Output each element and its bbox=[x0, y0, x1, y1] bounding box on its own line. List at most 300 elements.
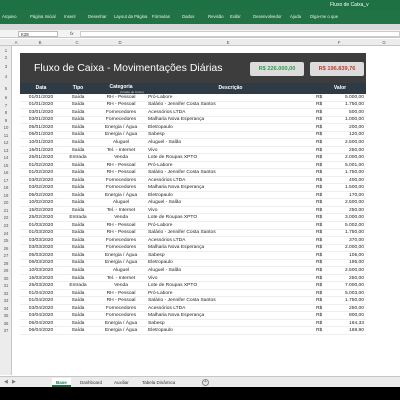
tipo-cell[interactable]: Saída bbox=[71, 177, 85, 183]
ribbon-tab[interactable]: Dados bbox=[182, 14, 195, 19]
table-row[interactable] bbox=[20, 124, 366, 132]
categoria-cell[interactable]: RH - Pessoal bbox=[106, 230, 136, 236]
categoria-cell[interactable]: Energia / Água bbox=[104, 328, 138, 334]
valor-cell[interactable]: 195,00 bbox=[349, 260, 364, 266]
tipo-cell[interactable]: Saída bbox=[71, 320, 85, 326]
date-cell[interactable]: 05/04/2020 bbox=[28, 320, 54, 326]
valor-cell[interactable]: 250,00 bbox=[349, 305, 364, 311]
table-row[interactable] bbox=[20, 237, 366, 245]
row-number[interactable]: 27 bbox=[3, 253, 9, 259]
row-number[interactable]: 7 bbox=[4, 102, 8, 108]
tipo-cell[interactable]: Saída bbox=[71, 290, 85, 296]
tipo-cell[interactable]: Saída bbox=[71, 305, 85, 311]
valor-cell[interactable]: 370,00 bbox=[349, 237, 364, 243]
categoria-cell[interactable]: Venda bbox=[114, 155, 128, 161]
table-row[interactable] bbox=[20, 154, 366, 162]
currency-cell[interactable]: R$ bbox=[316, 260, 323, 266]
table-row[interactable] bbox=[20, 184, 366, 192]
tipo-cell[interactable]: Saída bbox=[71, 192, 85, 198]
row-number[interactable]: 34 bbox=[3, 305, 9, 311]
date-cell[interactable]: 01/04/2020 bbox=[28, 298, 54, 304]
categoria-cell[interactable]: Energia / Água bbox=[104, 320, 138, 326]
descricao-cell[interactable]: Malharia Nova Esperança bbox=[148, 313, 205, 319]
descricao-cell[interactable]: Salário - Jennifer Costa Santos bbox=[148, 298, 216, 304]
descricao-cell[interactable]: Pró-Labore bbox=[148, 162, 173, 168]
table-row[interactable] bbox=[20, 214, 366, 222]
descricao-cell[interactable]: Acessórios LTDA bbox=[148, 305, 186, 311]
tipo-cell[interactable]: Saída bbox=[71, 102, 85, 108]
currency-cell[interactable]: R$ bbox=[316, 252, 323, 258]
descricao-cell[interactable]: Salário - Jennifer Costa Santos bbox=[148, 170, 216, 176]
date-cell[interactable]: 03/01/2020 bbox=[28, 109, 54, 115]
ribbon-tab[interactable]: Ajuda bbox=[290, 14, 301, 19]
table-row[interactable] bbox=[20, 139, 366, 147]
descricao-cell[interactable]: Eletropaulo bbox=[148, 124, 173, 130]
row-number[interactable]: 32 bbox=[3, 290, 9, 296]
table-row[interactable] bbox=[20, 207, 366, 215]
descricao-cell[interactable]: Vivo bbox=[148, 147, 158, 153]
currency-cell[interactable]: R$ bbox=[316, 245, 323, 251]
tipo-cell[interactable]: Saída bbox=[71, 207, 85, 213]
table-row[interactable] bbox=[20, 260, 366, 268]
tipo-cell[interactable]: Saída bbox=[71, 230, 85, 236]
column-header[interactable]: G bbox=[382, 40, 386, 45]
tipo-cell[interactable]: Saída bbox=[71, 222, 85, 228]
currency-cell[interactable]: R$ bbox=[316, 267, 323, 273]
categoria-cell[interactable]: RH - Pessoal bbox=[106, 102, 136, 108]
valor-cell[interactable]: 2.000,00 bbox=[344, 155, 364, 161]
date-cell[interactable]: 15/01/2020 bbox=[28, 147, 54, 153]
ribbon-tab[interactable]: Inserir bbox=[64, 14, 76, 19]
table-row[interactable] bbox=[20, 297, 366, 305]
descricao-cell[interactable]: Malharia Nova Esperança bbox=[148, 117, 205, 123]
tipo-cell[interactable]: Saída bbox=[71, 260, 85, 266]
row-number[interactable]: 14 bbox=[3, 155, 9, 161]
valor-cell[interactable]: 2.500,00 bbox=[344, 267, 364, 273]
descricao-cell[interactable]: Vivo bbox=[148, 207, 158, 213]
row-number[interactable]: 13 bbox=[3, 147, 9, 153]
valor-cell[interactable]: 1.750,00 bbox=[344, 230, 364, 236]
scroll-left-icon[interactable]: ◀ bbox=[4, 379, 8, 385]
categoria-cell[interactable]: Energia / Água bbox=[104, 124, 138, 130]
row-number[interactable]: 5 bbox=[4, 86, 8, 91]
categoria-cell[interactable]: Fornecedores bbox=[105, 117, 137, 123]
currency-cell[interactable]: R$ bbox=[316, 162, 323, 168]
descricao-cell[interactable]: Malharia Nova Esperança bbox=[148, 245, 205, 251]
row-number[interactable]: 28 bbox=[3, 260, 9, 266]
tipo-cell[interactable]: Saída bbox=[71, 275, 85, 281]
date-cell[interactable]: 01/04/2020 bbox=[28, 290, 54, 296]
currency-cell[interactable]: R$ bbox=[316, 102, 323, 108]
table-row[interactable] bbox=[20, 199, 366, 207]
name-box[interactable]: K28 bbox=[18, 31, 58, 37]
row-number[interactable]: 36 bbox=[3, 320, 9, 326]
row-number[interactable]: 21 bbox=[3, 207, 9, 213]
row-number[interactable]: 33 bbox=[3, 298, 9, 304]
table-row[interactable] bbox=[20, 320, 366, 328]
currency-cell[interactable]: R$ bbox=[316, 147, 323, 153]
row-number[interactable]: 37 bbox=[3, 328, 9, 334]
valor-cell[interactable]: 5.001,00 bbox=[344, 162, 364, 168]
valor-cell[interactable]: 120,00 bbox=[349, 132, 364, 138]
date-cell[interactable]: 03/03/2020 bbox=[28, 237, 54, 243]
categoria-cell[interactable]: Fornecedores bbox=[105, 109, 137, 115]
fx-icon[interactable]: fx bbox=[70, 31, 74, 36]
column-header[interactable]: C bbox=[75, 40, 79, 45]
currency-cell[interactable]: R$ bbox=[316, 185, 323, 191]
table-row[interactable] bbox=[20, 290, 366, 298]
categoria-cell[interactable]: RH - Pessoal bbox=[106, 162, 136, 168]
row-number[interactable]: 1 bbox=[4, 48, 8, 53]
currency-cell[interactable]: R$ bbox=[316, 230, 323, 236]
categoria-cell[interactable]: Tel. - Internet bbox=[106, 207, 136, 213]
date-cell[interactable]: 06/04/2020 bbox=[28, 328, 54, 334]
valor-cell[interactable]: 5.003,00 bbox=[344, 290, 364, 296]
valor-cell[interactable]: 500,00 bbox=[349, 109, 364, 115]
table-row[interactable] bbox=[20, 132, 366, 140]
ribbon-tab[interactable]: Diga-me o que bbox=[310, 14, 339, 19]
descricao-cell[interactable]: Aluguel - Salão bbox=[148, 139, 182, 145]
row-number[interactable]: 6 bbox=[4, 95, 8, 100]
row-number[interactable]: 4 bbox=[4, 74, 8, 79]
table-row[interactable] bbox=[20, 162, 366, 170]
row-number[interactable]: 16 bbox=[3, 170, 9, 176]
currency-cell[interactable]: R$ bbox=[316, 139, 323, 145]
descricao-cell[interactable]: Aluguel - Salão bbox=[148, 267, 182, 273]
tipo-cell[interactable]: Entrada bbox=[69, 283, 87, 289]
sheet-tab[interactable]: Tabela Dinâmica bbox=[142, 380, 176, 385]
categoria-cell[interactable]: RH - Pessoal bbox=[106, 298, 136, 304]
header-data[interactable]: Data bbox=[35, 85, 47, 91]
sheet-tab[interactable]: Auxiliar bbox=[114, 380, 129, 385]
categoria-cell[interactable]: Fornecedores bbox=[105, 245, 137, 251]
date-cell[interactable]: 05/01/2020 bbox=[28, 132, 54, 138]
row-number[interactable]: 18 bbox=[3, 185, 9, 191]
currency-cell[interactable]: R$ bbox=[316, 132, 323, 138]
table-row[interactable] bbox=[20, 267, 366, 275]
date-cell[interactable]: 03/01/2020 bbox=[28, 117, 54, 123]
row-number[interactable]: 10 bbox=[3, 125, 9, 131]
date-cell[interactable]: 15/03/2020 bbox=[28, 275, 54, 281]
valor-cell[interactable]: 1.500,00 bbox=[344, 185, 364, 191]
table-row[interactable] bbox=[20, 147, 366, 155]
row-number[interactable]: 11 bbox=[3, 132, 9, 138]
row-number[interactable]: 2 bbox=[4, 55, 8, 60]
date-cell[interactable]: 05/01/2020 bbox=[28, 124, 54, 130]
ribbon-tab[interactable]: Layout da Página bbox=[114, 14, 148, 19]
header-descricao[interactable]: Descrição bbox=[218, 85, 243, 91]
categoria-cell[interactable]: Tel. - Internet bbox=[106, 147, 136, 153]
row-number[interactable]: 29 bbox=[3, 268, 9, 274]
categoria-cell[interactable]: Energia / Água bbox=[104, 252, 138, 258]
tipo-cell[interactable]: Entrada bbox=[69, 155, 87, 161]
tipo-cell[interactable]: Saída bbox=[71, 245, 85, 251]
date-cell[interactable]: 01/01/2020 bbox=[28, 102, 54, 108]
date-cell[interactable]: 03/04/2020 bbox=[28, 305, 54, 311]
descricao-cell[interactable]: Salário - Jennifer Costa Santos bbox=[148, 230, 216, 236]
currency-cell[interactable]: R$ bbox=[316, 207, 323, 213]
categoria-cell[interactable]: Venda bbox=[114, 215, 128, 221]
tipo-cell[interactable]: Saída bbox=[71, 147, 85, 153]
header-categoria-sub: (Criado de Custo) bbox=[120, 90, 144, 94]
currency-cell[interactable]: R$ bbox=[316, 177, 323, 183]
tipo-cell[interactable]: Saída bbox=[71, 109, 85, 115]
tipo-cell[interactable]: Saída bbox=[71, 117, 85, 123]
currency-cell[interactable]: R$ bbox=[316, 305, 323, 311]
currency-cell[interactable]: R$ bbox=[316, 237, 323, 243]
column-header[interactable]: F bbox=[337, 40, 341, 45]
currency-cell[interactable]: R$ bbox=[316, 124, 323, 130]
currency-cell[interactable]: R$ bbox=[316, 298, 323, 304]
descricao-cell[interactable]: Lote de Roupas XPTO bbox=[148, 283, 198, 289]
entradas-label: Entradas bbox=[262, 58, 280, 63]
header-categoria[interactable]: Categoria bbox=[109, 83, 133, 90]
date-cell[interactable]: 25/01/2020 bbox=[28, 155, 54, 161]
currency-cell[interactable]: R$ bbox=[316, 155, 323, 161]
date-cell[interactable]: 01/02/2020 bbox=[28, 170, 54, 176]
row-number[interactable]: 15 bbox=[3, 162, 9, 168]
tipo-cell[interactable]: Saída bbox=[71, 94, 85, 100]
valor-cell[interactable]: 250,00 bbox=[349, 147, 364, 153]
header-valor[interactable]: Valor bbox=[333, 85, 347, 91]
tipo-cell[interactable]: Saída bbox=[71, 298, 85, 304]
categoria-cell[interactable]: Tel. - Internet bbox=[106, 275, 136, 281]
currency-cell[interactable]: R$ bbox=[316, 275, 323, 281]
valor-cell[interactable]: 168,90 bbox=[349, 328, 364, 334]
valor-cell[interactable]: 250,00 bbox=[349, 275, 364, 281]
tipo-cell[interactable]: Saída bbox=[71, 313, 85, 319]
column-header[interactable]: E bbox=[226, 40, 230, 45]
row-number[interactable]: 25 bbox=[3, 238, 9, 244]
tipo-cell[interactable]: Saída bbox=[71, 170, 85, 176]
table-row[interactable] bbox=[20, 230, 366, 238]
descricao-cell[interactable]: Acessórios LTDA bbox=[148, 237, 186, 243]
currency-cell[interactable]: R$ bbox=[316, 170, 323, 176]
descricao-cell[interactable]: Sabesp bbox=[148, 252, 165, 258]
table-row[interactable] bbox=[20, 312, 366, 320]
valor-cell[interactable]: 5.000,00 bbox=[344, 94, 364, 100]
tipo-cell[interactable]: Saída bbox=[71, 328, 85, 334]
tipo-cell[interactable]: Saída bbox=[71, 200, 85, 206]
date-cell[interactable]: 06/03/2020 bbox=[28, 260, 54, 266]
descricao-cell[interactable]: Pró-Labore bbox=[148, 222, 173, 228]
date-cell[interactable]: 05/03/2020 bbox=[28, 252, 54, 258]
table-row[interactable] bbox=[20, 177, 366, 185]
categoria-cell[interactable]: Energia / Água bbox=[104, 260, 138, 266]
table-row[interactable] bbox=[20, 102, 366, 110]
add-sheet-icon[interactable]: + bbox=[202, 379, 209, 386]
descricao-cell[interactable]: Lote de Roupas XPTO bbox=[148, 215, 198, 221]
valor-cell[interactable]: 164,33 bbox=[349, 320, 364, 326]
tipo-cell[interactable]: Saída bbox=[71, 124, 85, 130]
table-row[interactable] bbox=[20, 94, 366, 102]
valor-cell[interactable]: 400,00 bbox=[349, 177, 364, 183]
valor-cell[interactable]: 250,00 bbox=[349, 207, 364, 213]
dashboard-title: Fluxo de Caixa - Movimentações Diárias bbox=[34, 62, 223, 74]
valor-cell[interactable]: 1.750,00 bbox=[344, 102, 364, 108]
categoria-cell[interactable]: RH - Pessoal bbox=[106, 94, 136, 100]
valor-cell[interactable]: 1.000,00 bbox=[344, 117, 364, 123]
valor-cell[interactable]: 1.750,00 bbox=[344, 170, 364, 176]
categoria-cell[interactable]: Aluguel bbox=[112, 200, 130, 206]
table-row[interactable] bbox=[20, 282, 366, 290]
descricao-cell[interactable]: Eletropaulo bbox=[148, 260, 173, 266]
valor-cell[interactable]: 105,00 bbox=[349, 252, 364, 258]
row-number[interactable]: 3 bbox=[4, 64, 8, 69]
tipo-cell[interactable]: Saída bbox=[71, 252, 85, 258]
currency-cell[interactable]: R$ bbox=[316, 320, 323, 326]
ribbon-tab[interactable]: Página Inicial bbox=[30, 14, 56, 19]
tipo-cell[interactable]: Saída bbox=[71, 267, 85, 273]
table-row[interactable] bbox=[20, 252, 366, 260]
categoria-cell[interactable]: Fornecedores bbox=[105, 185, 137, 191]
descricao-cell[interactable]: Acessórios LTDA bbox=[148, 177, 186, 183]
date-cell[interactable]: 01/01/2020 bbox=[28, 94, 54, 100]
currency-cell[interactable]: R$ bbox=[316, 222, 323, 228]
currency-cell[interactable]: R$ bbox=[316, 328, 323, 334]
row-number[interactable]: 12 bbox=[3, 140, 9, 146]
date-cell[interactable]: 01/03/2020 bbox=[28, 230, 54, 236]
valor-cell[interactable]: 200,00 bbox=[349, 124, 364, 130]
tipo-cell[interactable]: Saída bbox=[71, 139, 85, 145]
table-row[interactable] bbox=[20, 222, 366, 230]
descricao-cell[interactable]: Pró-Labore bbox=[148, 290, 173, 296]
valor-cell[interactable]: 170,00 bbox=[349, 192, 364, 198]
valor-cell[interactable]: 800,00 bbox=[349, 313, 364, 319]
table-row[interactable] bbox=[20, 245, 366, 253]
table-row[interactable] bbox=[20, 117, 366, 125]
valor-cell[interactable]: 3.000,00 bbox=[344, 215, 364, 221]
descricao-cell[interactable]: Vivo bbox=[148, 275, 158, 281]
currency-cell[interactable]: R$ bbox=[316, 94, 323, 100]
currency-cell[interactable]: R$ bbox=[316, 215, 323, 221]
categoria-cell[interactable]: Energia / Água bbox=[104, 192, 138, 198]
tipo-cell[interactable]: Saída bbox=[71, 132, 85, 138]
sheet-tab[interactable]: Base bbox=[52, 378, 71, 387]
sheet-tab[interactable]: Dashboard bbox=[80, 380, 103, 385]
date-cell[interactable]: 15/02/2020 bbox=[28, 207, 54, 213]
row-number[interactable]: 26 bbox=[3, 245, 9, 251]
descricao-cell[interactable]: Malharia Nova Esperança bbox=[148, 185, 205, 191]
date-cell[interactable]: 03/02/2020 bbox=[28, 185, 54, 191]
date-cell[interactable]: 01/03/2020 bbox=[28, 222, 54, 228]
currency-cell[interactable]: R$ bbox=[316, 200, 323, 206]
table-row[interactable] bbox=[20, 327, 366, 335]
date-cell[interactable]: 10/03/2020 bbox=[28, 267, 54, 273]
categoria-cell[interactable]: Fornecedores bbox=[105, 305, 137, 311]
ribbon-tab[interactable]: Revisão bbox=[208, 14, 224, 19]
row-number[interactable]: 23 bbox=[3, 223, 9, 228]
currency-cell[interactable]: R$ bbox=[316, 109, 323, 115]
descricao-cell[interactable]: Eletropaulo bbox=[148, 328, 173, 334]
ribbon-tab[interactable]: Desenvolvedor bbox=[253, 14, 282, 19]
descricao-cell[interactable]: Lote de Roupas XPTO bbox=[148, 155, 198, 161]
date-cell[interactable]: 03/03/2020 bbox=[28, 245, 54, 251]
descricao-cell[interactable]: Aluguel - Salão bbox=[148, 200, 182, 206]
row-number[interactable]: 17 bbox=[3, 177, 9, 183]
column-header[interactable]: B bbox=[38, 40, 42, 45]
valor-cell[interactable]: 2.000,00 bbox=[344, 245, 364, 251]
categoria-cell[interactable]: Fornecedores bbox=[105, 313, 137, 319]
table-row[interactable] bbox=[20, 169, 366, 177]
row-number[interactable]: 8 bbox=[4, 110, 8, 116]
header-tipo[interactable]: Tipo bbox=[72, 85, 84, 91]
descricao-cell[interactable]: Eletropaulo bbox=[148, 192, 173, 198]
categoria-cell[interactable]: Fornecedores bbox=[105, 177, 137, 183]
tipo-cell[interactable]: Saída bbox=[71, 237, 85, 243]
date-cell[interactable]: 03/04/2020 bbox=[28, 313, 54, 319]
currency-cell[interactable]: R$ bbox=[316, 117, 323, 123]
scroll-right-icon[interactable]: ▶ bbox=[12, 379, 16, 385]
currency-cell[interactable]: R$ bbox=[316, 192, 323, 198]
formula-input[interactable] bbox=[80, 31, 400, 37]
ribbon-tab[interactable]: Desenhar bbox=[88, 14, 107, 19]
saidas-label: Saídas bbox=[325, 58, 339, 63]
row-number[interactable]: 20 bbox=[3, 200, 9, 206]
ribbon-tab[interactable]: Exibir bbox=[230, 14, 241, 19]
valor-cell[interactable]: 1.750,00 bbox=[344, 298, 364, 304]
categoria-cell[interactable]: Fornecedores bbox=[105, 237, 137, 243]
date-cell[interactable]: 03/02/2020 bbox=[28, 177, 54, 183]
valor-cell[interactable]: 5.002,00 bbox=[344, 222, 364, 228]
categoria-cell[interactable]: Energia / Água bbox=[104, 132, 138, 138]
categoria-cell[interactable]: Aluguel bbox=[112, 267, 130, 273]
currency-cell[interactable]: R$ bbox=[316, 290, 323, 296]
valor-cell[interactable]: 2.500,00 bbox=[344, 139, 364, 145]
tipo-cell[interactable]: Saída bbox=[71, 185, 85, 191]
categoria-cell[interactable]: RH - Pessoal bbox=[106, 290, 136, 296]
tipo-cell[interactable]: Saída bbox=[71, 162, 85, 168]
row-number[interactable]: 35 bbox=[3, 313, 9, 319]
column-header[interactable]: A bbox=[14, 40, 18, 45]
date-cell[interactable]: 25/02/2020 bbox=[28, 215, 54, 221]
currency-cell[interactable]: R$ bbox=[316, 283, 323, 289]
date-cell[interactable]: 10/02/2020 bbox=[28, 200, 54, 206]
categoria-cell[interactable]: Venda bbox=[114, 283, 128, 289]
descricao-cell[interactable]: Pró-Labore bbox=[148, 94, 173, 100]
categoria-cell[interactable]: RH - Pessoal bbox=[106, 170, 136, 176]
valor-cell[interactable]: 2.500,00 bbox=[344, 200, 364, 206]
column-header[interactable]: D bbox=[118, 40, 122, 45]
table-row[interactable] bbox=[20, 305, 366, 313]
table-row[interactable] bbox=[20, 192, 366, 200]
categoria-cell[interactable]: RH - Pessoal bbox=[106, 222, 136, 228]
ribbon-tab[interactable]: Fórmulas bbox=[152, 14, 170, 19]
date-cell[interactable]: 10/01/2020 bbox=[28, 139, 54, 145]
valor-cell[interactable]: 7.000,00 bbox=[344, 283, 364, 289]
date-cell[interactable]: 01/02/2020 bbox=[28, 162, 54, 168]
categoria-cell[interactable]: Aluguel bbox=[112, 139, 130, 145]
descricao-cell[interactable]: Sabesp bbox=[148, 320, 165, 326]
row-number[interactable]: 31 bbox=[3, 283, 9, 289]
row-number[interactable]: 30 bbox=[3, 275, 9, 281]
ribbon-tabs bbox=[0, 10, 400, 24]
row-number[interactable]: 22 bbox=[3, 215, 9, 221]
currency-cell[interactable]: R$ bbox=[316, 313, 323, 319]
descricao-cell[interactable]: Acessórios LTDA bbox=[148, 109, 186, 115]
ribbon-tab[interactable]: Arquivo bbox=[2, 14, 17, 19]
table-row[interactable] bbox=[20, 275, 366, 283]
tipo-cell[interactable]: Entrada bbox=[69, 215, 87, 221]
descricao-cell[interactable]: Salário - Jennifer Costa Santos bbox=[148, 102, 216, 108]
row-number[interactable]: 19 bbox=[3, 192, 9, 198]
table-row[interactable] bbox=[20, 109, 366, 117]
date-cell[interactable]: 05/02/2020 bbox=[28, 192, 54, 198]
descricao-cell[interactable]: Sabesp bbox=[148, 132, 165, 138]
date-cell[interactable]: 25/03/2020 bbox=[28, 283, 54, 289]
row-number[interactable]: 24 bbox=[3, 230, 9, 236]
row-number[interactable]: 9 bbox=[4, 117, 8, 123]
